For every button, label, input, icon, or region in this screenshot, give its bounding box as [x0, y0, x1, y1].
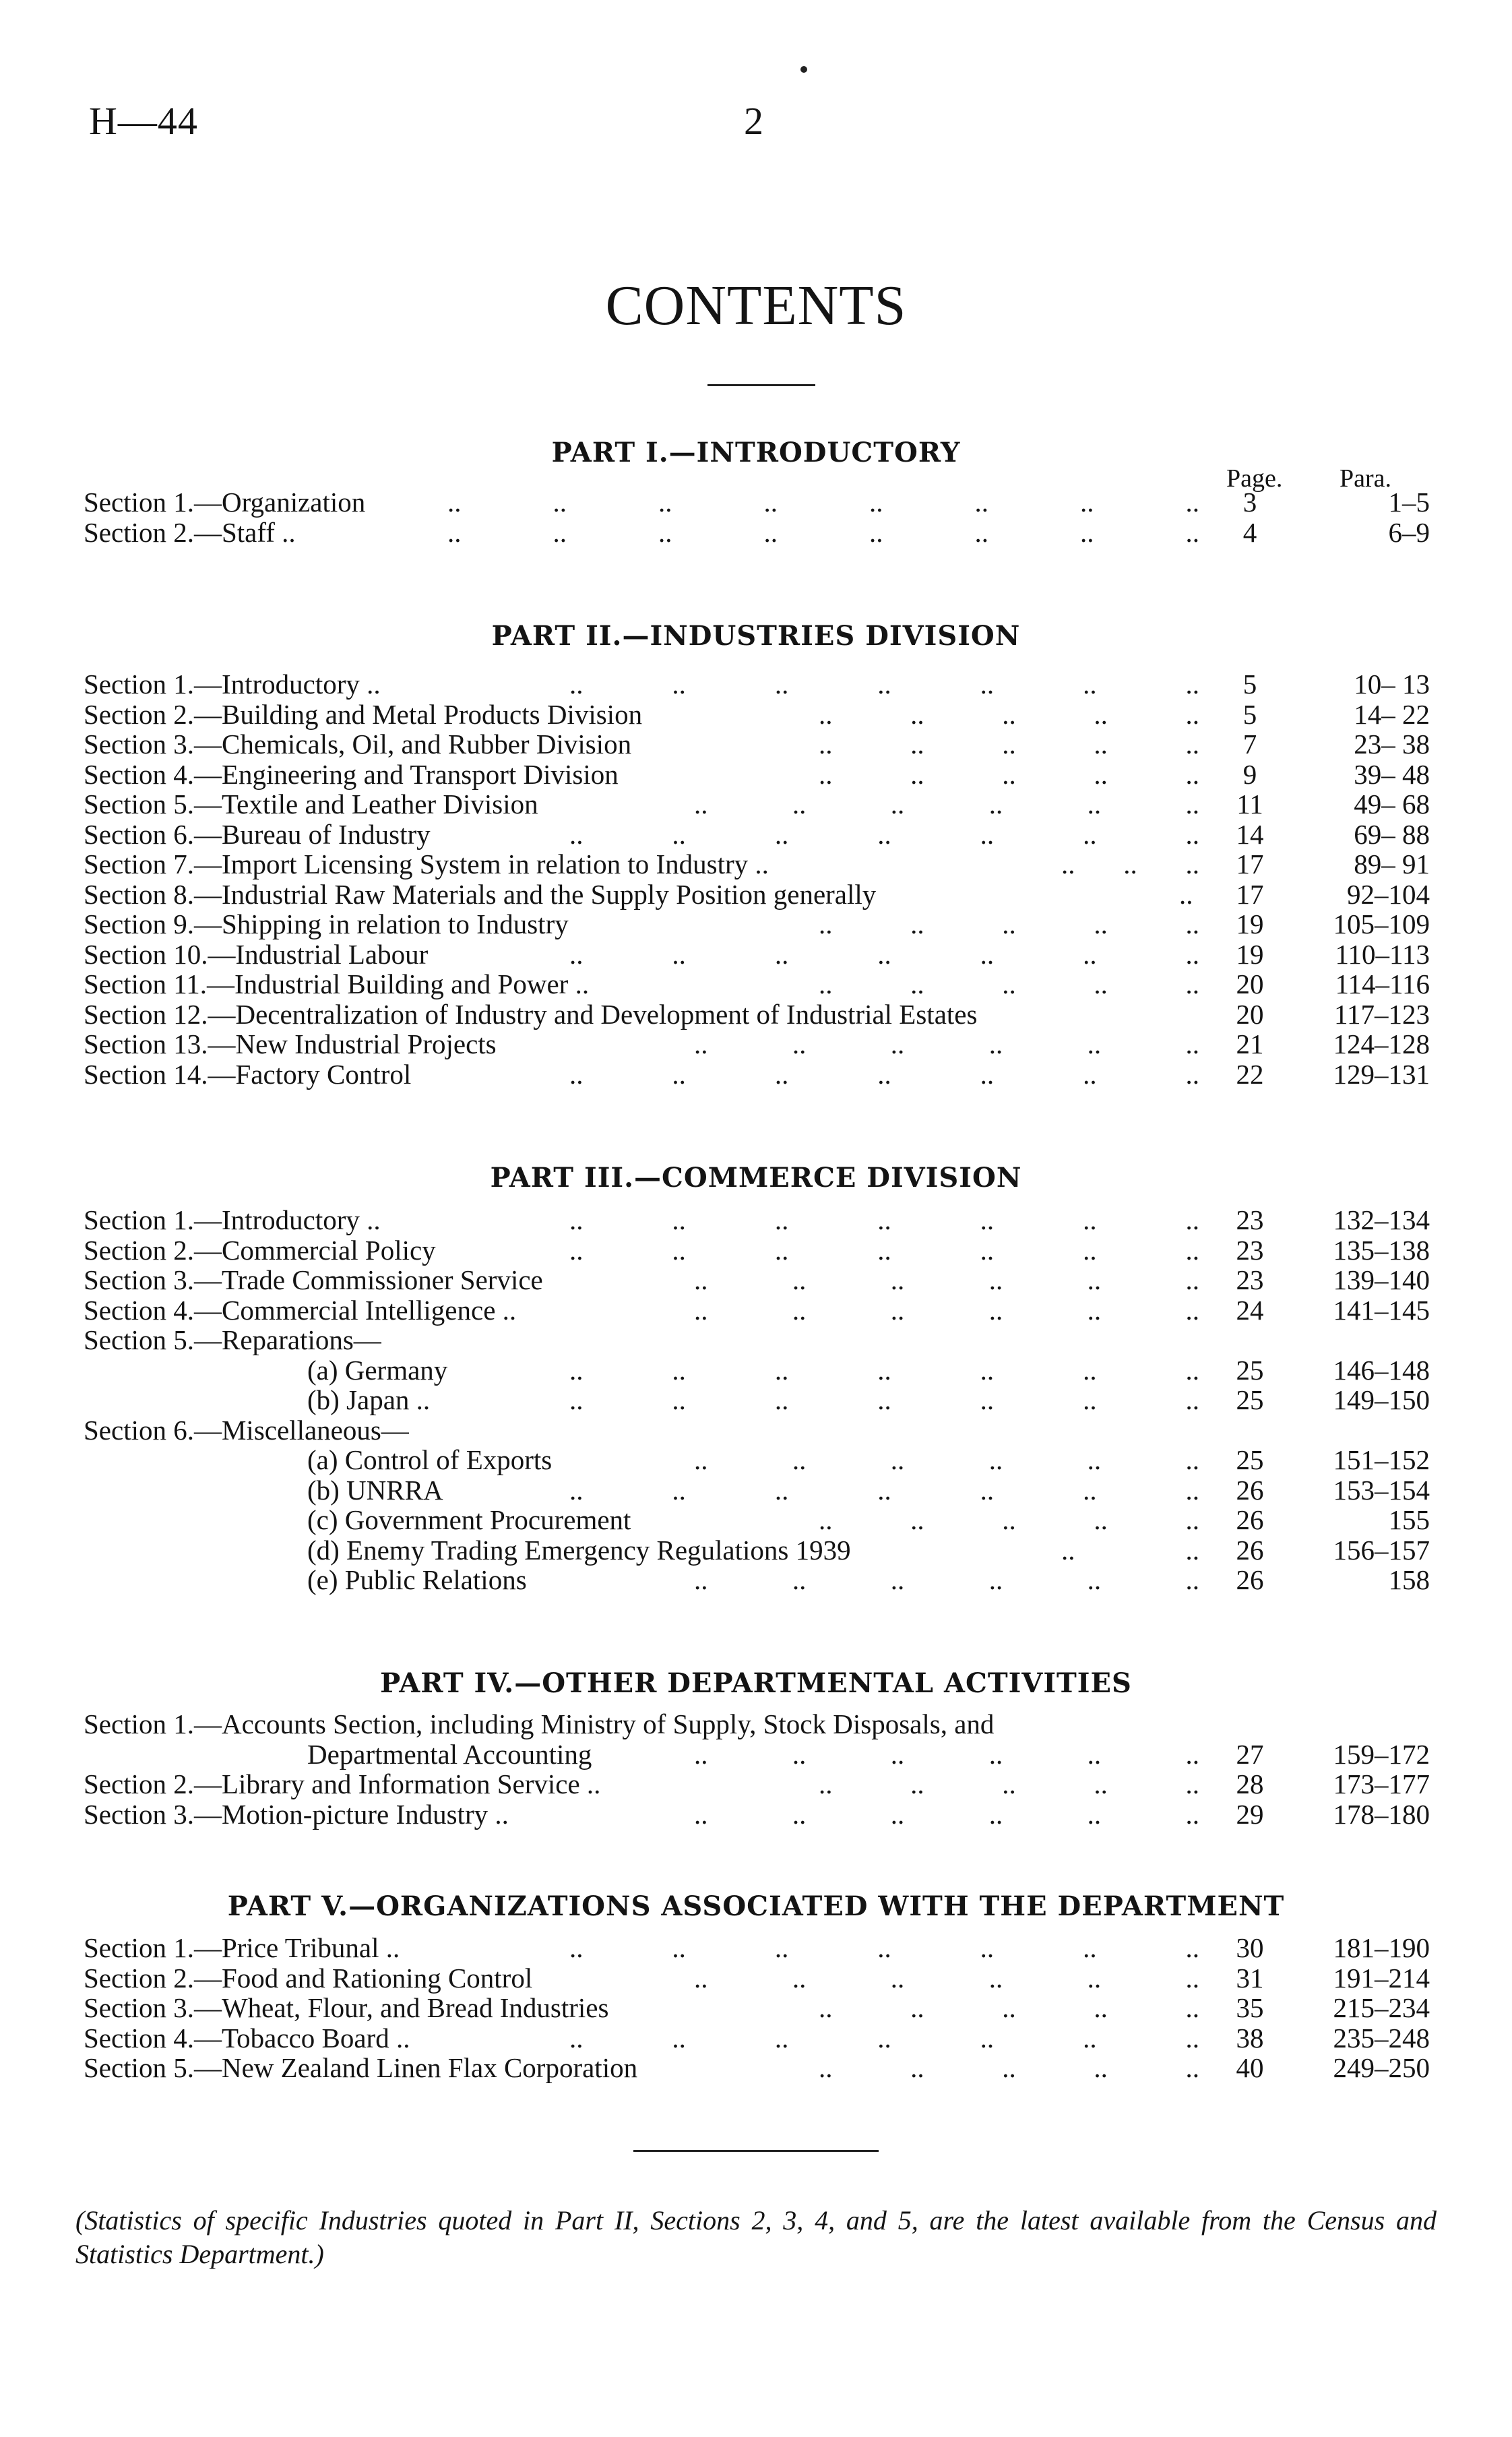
entry-title: (b) Japan .. [307, 1384, 431, 1415]
toc-entry[interactable] [0, 939, 1512, 970]
entry-title: (a) Germany [307, 1354, 448, 1386]
entry-title: Section 4.—Tobacco Board .. [84, 2022, 410, 2054]
entry-para: 191–214 [1333, 1962, 1430, 1994]
entry-title: (e) Public Relations [307, 1564, 527, 1595]
entry-para: 1–5 [1388, 487, 1430, 518]
part-heading-4: PART IV.—OTHER DEPARTMENTAL ACTIVITIES [380, 1667, 1132, 1699]
entry-title: Section 10.—Industrial Labour [84, 938, 429, 970]
entry-page: 5 [1242, 669, 1257, 700]
leader-dots: .. .. .. .. .. [819, 1992, 1199, 2023]
entry-title: Section 5.—Textile and Leather Division [84, 789, 538, 820]
toc-entry[interactable] [0, 669, 1512, 700]
entry-title: (b) UNRRA [307, 1474, 443, 1506]
entry-page: 4 [1242, 516, 1257, 548]
entry-para: 149–150 [1333, 1384, 1430, 1415]
leader-dots: .. .. .. .. .. [819, 968, 1199, 999]
leader-dots: .. [1179, 878, 1193, 910]
toc-entry[interactable] [0, 1029, 1512, 1059]
entry-para: 155 [1388, 1504, 1430, 1535]
entry-para: 181–190 [1333, 1932, 1430, 1963]
part-heading-1: PART I.—INTRODUCTORY [551, 437, 961, 468]
leader-dots: .. .. .. .. .. [819, 698, 1199, 730]
page-number: 2 [744, 99, 763, 143]
entry-para: 173–177 [1333, 1768, 1430, 1799]
entry-title: Section 1.—Introductory .. [84, 1204, 381, 1235]
toc-subentry[interactable] [0, 1355, 1512, 1386]
entry-page: 29 [1236, 1798, 1264, 1830]
leader-dots: .. .. .. .. .. [819, 1768, 1199, 1799]
entry-para: 249–250 [1333, 2052, 1430, 2083]
entry-para: 92–104 [1347, 878, 1430, 910]
leader-dots: .. .. .. .. .. .. [694, 1798, 1199, 1830]
toc-entry[interactable] [0, 2053, 1512, 2083]
toc-entry[interactable] [0, 1235, 1512, 1266]
leader-dots: .. .. [1061, 1534, 1199, 1566]
entry-para: 89– 91 [1354, 849, 1430, 880]
entry-para: 151–152 [1333, 1444, 1430, 1475]
part-heading-3: PART III.—COMMERCE DIVISION [490, 1162, 1022, 1194]
entry-title: Section 13.—New Industrial Projects [84, 1028, 497, 1059]
entry-title: Section 2.—Building and Metal Products Division [84, 698, 643, 730]
leader-dots: .. .. .. .. .. .. [694, 1264, 1199, 1295]
toc-entry[interactable] [0, 1933, 1512, 1963]
entry-para: 235–248 [1333, 2022, 1430, 2054]
entry-title: Section 9.—Shipping in relation to Industry [84, 908, 569, 939]
entry-title: Section 3.—Chemicals, Oil, and Rubber Division [84, 729, 632, 760]
entry-title: Section 7.—Import Licensing System in relation to Industry .. [84, 849, 769, 880]
entry-title: (d) Enemy Trading Emergency Regulations 1939 [307, 1534, 851, 1566]
entry-page: 5 [1242, 698, 1257, 730]
entry-page: 20 [1236, 998, 1264, 1030]
toc-entry[interactable] [0, 729, 1512, 760]
leader-dots: .. .. .. .. .. .. [694, 1564, 1199, 1595]
leader-dots: .. .. .. .. .. .. .. [569, 818, 1199, 850]
entry-title: Section 11.—Industrial Building and Power .. [84, 968, 590, 999]
entry-title: (c) Government Procurement [307, 1504, 631, 1535]
leader-dots: .. .. .. .. .. .. [694, 1444, 1199, 1475]
entry-para: 23– 38 [1354, 729, 1430, 760]
entry-title: Section 14.—Factory Control [84, 1058, 412, 1090]
leader-dots: .. .. .. .. .. .. .. [569, 1932, 1199, 1963]
entry-para: 139–140 [1333, 1264, 1430, 1295]
entry-para: 49– 68 [1354, 789, 1430, 820]
entry-page: 25 [1236, 1354, 1264, 1386]
entry-title: Section 6.—Bureau of Industry [84, 818, 431, 850]
toc-subentry[interactable] [0, 1475, 1512, 1506]
leader-dots: .. .. .. .. .. .. [694, 1294, 1199, 1326]
entry-para: 10– 13 [1354, 669, 1430, 700]
toc-entry[interactable] [0, 1265, 1512, 1295]
entry-page: 27 [1236, 1738, 1264, 1770]
entry-page: 7 [1242, 729, 1257, 760]
entry-title: Section 3.—Wheat, Flour, and Bread Industries [84, 1992, 609, 2023]
entry-page: 23 [1236, 1204, 1264, 1235]
toc-entry[interactable] [0, 880, 1512, 910]
entry-title: (a) Control of Exports [307, 1444, 553, 1475]
entry-page: 17 [1236, 878, 1264, 910]
entry-title: Section 2.—Commercial Policy [84, 1234, 436, 1266]
toc-entry[interactable] [0, 849, 1512, 880]
part-5-entries [0, 1933, 1512, 2083]
entry-page: 40 [1236, 2052, 1264, 2083]
toc-entry[interactable] [0, 969, 1512, 999]
leader-dots: .. .. .. .. .. .. .. [569, 938, 1199, 970]
leader-dots: .. .. .. .. .. .. [694, 1962, 1199, 1994]
toc-subentry[interactable] [0, 1565, 1512, 1595]
toc-entry[interactable] [0, 487, 1512, 518]
entry-para: 6–9 [1388, 516, 1430, 548]
entry-page: 30 [1236, 1932, 1264, 1963]
leader-dots: .. .. .. .. .. [819, 758, 1199, 790]
toc-entry-continuation[interactable] [0, 1739, 1512, 1770]
leader-dots: .. .. .. .. .. .. .. [569, 1058, 1199, 1090]
entry-title: Section 1.—Organization [84, 487, 366, 518]
entry-page: 26 [1236, 1534, 1264, 1566]
toc-subentry[interactable] [0, 1445, 1512, 1475]
leader-dots: .. .. .. .. .. [819, 2052, 1199, 2083]
entry-page: 23 [1236, 1234, 1264, 1266]
toc-entry[interactable] [0, 1325, 1512, 1355]
entry-para: 39– 48 [1354, 758, 1430, 790]
entry-para: 129–131 [1333, 1058, 1430, 1090]
entry-page: 28 [1236, 1768, 1264, 1799]
leader-dots: .. .. .. .. .. [819, 908, 1199, 939]
entry-para: 135–138 [1333, 1234, 1430, 1266]
entry-page: 24 [1236, 1294, 1264, 1326]
entry-para: 14– 22 [1354, 698, 1430, 730]
entry-para: 132–134 [1333, 1204, 1430, 1235]
entry-title: Section 2.—Staff .. [84, 516, 296, 548]
entry-title: Section 1.—Accounts Section, including Ministry of Supply, Stock Disposals, and [84, 1708, 995, 1739]
document-code: H—44 [89, 99, 198, 143]
toc-entry[interactable] [0, 789, 1512, 820]
leader-dots: .. .. .. .. .. .. .. [569, 669, 1199, 700]
page-column-header: Page. [1226, 464, 1283, 493]
toc-entry[interactable] [0, 1059, 1512, 1090]
leader-dots: .. .. .. .. .. .. .. [569, 1204, 1199, 1235]
toc-entry[interactable] [0, 1769, 1512, 1799]
part-2-entries [0, 669, 1512, 1089]
entry-title: Departmental Accounting [307, 1738, 592, 1770]
entry-page: 31 [1236, 1962, 1264, 1994]
entry-para: 114–116 [1335, 968, 1430, 999]
entry-page: 3 [1242, 487, 1257, 518]
leader-dots: .. .. .. .. .. .. .. [569, 1234, 1199, 1266]
entry-page: 14 [1236, 818, 1264, 850]
entry-page: 17 [1236, 849, 1264, 880]
entry-para: 146–148 [1333, 1354, 1430, 1386]
entry-page: 20 [1236, 968, 1264, 999]
leader-dots: .. .. .. .. .. .. .. [569, 2022, 1199, 2054]
entry-para: 110–113 [1335, 938, 1430, 970]
toc-entry[interactable] [0, 1205, 1512, 1235]
entry-page: 25 [1236, 1384, 1264, 1415]
entry-para: 158 [1388, 1564, 1430, 1595]
leader-dots: .. .. .. .. .. .. [694, 789, 1199, 820]
entry-para: 141–145 [1333, 1294, 1430, 1326]
entry-title: Section 4.—Commercial Intelligence .. [84, 1294, 517, 1326]
footer-rule [633, 2150, 879, 2152]
ink-speck [800, 66, 807, 73]
entry-title: Section 4.—Engineering and Transport Division [84, 758, 619, 790]
leader-dots: .. .. .. .. .. .. .. [569, 1354, 1199, 1386]
entry-page: 22 [1236, 1058, 1264, 1090]
toc-entry[interactable] [0, 700, 1512, 730]
toc-subentry[interactable] [0, 1385, 1512, 1415]
entry-para: 105–109 [1333, 908, 1430, 939]
entry-para: 124–128 [1333, 1028, 1430, 1059]
entry-page: 19 [1236, 908, 1264, 939]
leader-dots: .. .. .. .. .. .. .. .. [447, 516, 1199, 548]
entry-title: Section 3.—Motion-picture Industry .. [84, 1798, 509, 1830]
toc-entry[interactable] [0, 518, 1512, 548]
entry-page: 11 [1236, 789, 1263, 820]
toc-entry[interactable] [0, 760, 1512, 790]
part-heading-2: PART II.—INDUSTRIES DIVISION [491, 620, 1021, 652]
entry-page: 19 [1236, 938, 1264, 970]
leader-dots: .. .. .. .. .. .. .. [569, 1474, 1199, 1506]
toc-entry[interactable] [0, 2023, 1512, 2054]
leader-dots: .. .. .. .. .. .. [694, 1738, 1199, 1770]
entry-para: 215–234 [1333, 1992, 1430, 2023]
leader-dots: .. .. .. .. .. [819, 729, 1199, 760]
entry-title: Section 6.—Miscellaneous— [84, 1414, 409, 1446]
entry-para: 69– 88 [1354, 818, 1430, 850]
toc-entry[interactable] [0, 1415, 1512, 1446]
entry-page: 26 [1236, 1474, 1264, 1506]
entry-title: Section 5.—Reparations— [84, 1324, 381, 1355]
part-3-entries [0, 1205, 1512, 1595]
entry-title: Section 1.—Price Tribunal .. [84, 1932, 400, 1963]
entry-title: Section 5.—New Zealand Linen Flax Corporation [84, 2052, 638, 2083]
leader-dots: .. .. .. [1061, 849, 1199, 880]
entry-page: 26 [1236, 1504, 1264, 1535]
part-heading-5: PART V.—ORGANIZATIONS ASSOCIATED WITH THE DEPARTMENT [227, 1890, 1285, 1922]
entry-para: 178–180 [1333, 1798, 1430, 1830]
part-1-entries [0, 487, 1512, 547]
entry-page: 38 [1236, 2022, 1264, 2054]
entry-title: Section 8.—Industrial Raw Materials and the Supply Position generally [84, 878, 877, 910]
toc-subentry[interactable] [0, 1535, 1512, 1566]
toc-entry[interactable] [0, 820, 1512, 850]
page-title: CONTENTS [605, 274, 907, 337]
entry-title: Section 1.—Introductory .. [84, 669, 381, 700]
toc-entry[interactable] [0, 1963, 1512, 1994]
toc-subentry[interactable] [0, 1505, 1512, 1535]
entry-para: 117–123 [1334, 998, 1430, 1030]
leader-dots: .. .. .. .. .. .. .. [569, 1384, 1199, 1415]
toc-entry[interactable] [0, 999, 1512, 1030]
entry-page: 21 [1236, 1028, 1264, 1059]
part-4-entries [0, 1709, 1512, 1829]
entry-para: 156–157 [1333, 1534, 1430, 1566]
title-rule [707, 384, 815, 386]
entry-title: Section 2.—Food and Rationing Control [84, 1962, 533, 1994]
entry-page: 25 [1236, 1444, 1264, 1475]
entry-title: Section 12.—Decentralization of Industry and Development of Industrial Estates [84, 998, 978, 1030]
entry-page: 23 [1236, 1264, 1264, 1295]
entry-page: 9 [1242, 758, 1257, 790]
para-column-header: Para. [1340, 464, 1392, 493]
toc-entry[interactable] [0, 1295, 1512, 1326]
entry-page: 26 [1236, 1564, 1264, 1595]
toc-entry[interactable] [0, 909, 1512, 939]
entry-page: 35 [1236, 1992, 1264, 2023]
footnote: (Statistics of specific Industries quoted in Part II, Sections 2, 3, 4, and 5, are the latest available from the Census and Statistics Department.) [75, 2205, 1437, 2269]
toc-entry[interactable] [0, 1709, 1512, 1739]
leader-dots: .. .. .. .. .. [819, 1504, 1199, 1535]
entry-para: 153–154 [1333, 1474, 1430, 1506]
entry-title: Section 3.—Trade Commissioner Service [84, 1264, 543, 1295]
entry-para: 159–172 [1333, 1738, 1430, 1770]
toc-entry[interactable] [0, 1799, 1512, 1830]
entry-title: Section 2.—Library and Information Service .. [84, 1768, 601, 1799]
leader-dots: .. .. .. .. .. .. .. .. [447, 487, 1199, 518]
toc-entry[interactable] [0, 1993, 1512, 2023]
leader-dots: .. .. .. .. .. .. [694, 1028, 1199, 1059]
